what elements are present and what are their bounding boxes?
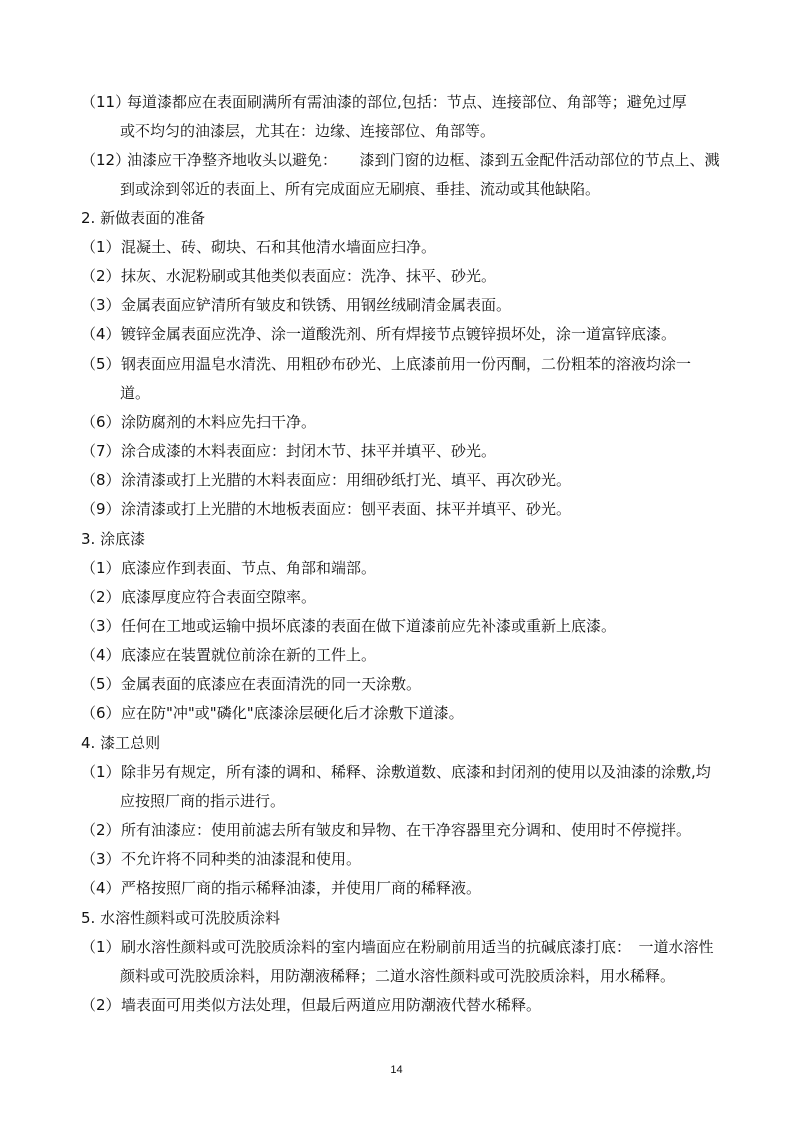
list-item bbox=[81, 295, 511, 315]
list-item-number: （1） bbox=[81, 763, 121, 781]
list-item-number: （2） bbox=[81, 267, 121, 285]
list-item-text: 涂合成漆的木料表面应：封闭木节、抹平并填平、砂光。 bbox=[121, 442, 497, 460]
list-item-text: 每道漆都应在表面刷满所有需油漆的部位,包括：节点、连接部位、角部等；避免过厚 bbox=[127, 93, 687, 111]
list-item bbox=[81, 616, 616, 636]
list-item-text: 镀锌金属表面应洗净、涂一道酸洗剂、所有焊接节点镀锌损坏处，涂一道富锌底漆。 bbox=[121, 325, 677, 343]
list-item-text: 涂清漆或打上光腊的木料表面应：用细砂纸打光、填平、再次砂光。 bbox=[121, 471, 572, 489]
list-item-text: 应在防"冲"或"磷化"底漆涂层硬化后才涂敷下道漆。 bbox=[121, 704, 464, 722]
list-item bbox=[81, 703, 464, 723]
list-item-number: （2） bbox=[81, 996, 121, 1014]
list-item-number: （4） bbox=[81, 325, 121, 343]
list-item-text: 涂防腐剂的木料应先扫干净。 bbox=[121, 413, 317, 431]
list-item bbox=[81, 878, 481, 898]
section-heading: 4. 漆工总则 bbox=[81, 734, 161, 752]
list-item bbox=[81, 324, 676, 344]
list-item-text: 底漆应在装置就位前涂在新的工件上。 bbox=[121, 646, 377, 664]
list-item-continuation: 或不均匀的油漆层，尤其在：边缘、连接部位、角部等。 bbox=[120, 122, 496, 140]
list-item-number: （4） bbox=[81, 879, 121, 897]
list-item-continuation: 颜料或可洗胶质涂料，用防潮液稀释；二道水溶性颜料或可洗胶质涂料，用水稀释。 bbox=[120, 967, 676, 985]
list-item-continuation: 道。 bbox=[120, 384, 151, 402]
list-item-number: （3） bbox=[81, 850, 121, 868]
list-item-text: 抹灰、水泥粉刷或其他类似表面应：洗净、抹平、砂光。 bbox=[121, 267, 497, 285]
list-item bbox=[81, 849, 361, 869]
list-item-text: 刷水溶性颜料或可洗胶质涂料的室内墙面应在粉刷前用适当的抗碱底漆打底： 一道水溶性 bbox=[121, 938, 714, 956]
list-item bbox=[81, 820, 691, 840]
list-item bbox=[81, 587, 316, 607]
list-item-text: 底漆厚度应符合表面空隙率。 bbox=[121, 588, 317, 606]
list-item-text: 金属表面的底漆应在表面清洗的同一天涂敷。 bbox=[121, 675, 422, 693]
list-item bbox=[81, 150, 720, 170]
list-item-continuation: 到或涂到邻近的表面上、所有完成面应无刷痕、垂挂、流动或其他缺陷。 bbox=[120, 180, 601, 198]
list-item-text: 涂清漆或打上光腊的木地板表面应：刨平表面、抹平并填平、砂光。 bbox=[121, 500, 572, 518]
list-item-number: （5） bbox=[81, 675, 121, 693]
list-item bbox=[81, 937, 714, 957]
list-item-text: 除非另有规定，所有漆的调和、稀释、涂敷道数、底漆和封闭剂的使用以及油漆的涂敷,均 bbox=[121, 763, 711, 781]
list-item-number: （1） bbox=[81, 238, 121, 256]
list-item bbox=[81, 558, 376, 578]
list-item-text: 混凝土、砖、砌块、石和其他清水墙面应扫净。 bbox=[121, 238, 437, 256]
list-item-text: 不允许将不同种类的油漆混和使用。 bbox=[121, 850, 362, 868]
list-item-continuation: 应按照厂商的指示进行。 bbox=[120, 792, 286, 810]
list-item bbox=[81, 762, 711, 782]
list-item bbox=[81, 441, 496, 461]
list-item-text: 金属表面应铲清所有皱皮和铁锈、用钢丝绒刷清金属表面。 bbox=[121, 296, 512, 314]
list-item-number: （5） bbox=[81, 355, 121, 373]
list-item bbox=[81, 92, 687, 112]
list-item-number: （3） bbox=[81, 296, 121, 314]
list-item-text: 所有油漆应：使用前滤去所有皱皮和异物、在干净容器里充分调和、使用时不停搅拌。 bbox=[121, 821, 692, 839]
list-item-number: （2） bbox=[81, 588, 121, 606]
list-item-number: （7） bbox=[81, 442, 121, 460]
list-item-number: （11） bbox=[81, 93, 131, 111]
list-item bbox=[81, 470, 571, 490]
list-item-number: （3） bbox=[81, 617, 121, 635]
list-item-number: （8） bbox=[81, 471, 121, 489]
list-item-text: 钢表面应用温皂水清洗、用粗砂布砂光、上底漆前用一份丙酮，二份粗苯的溶液均涂一 bbox=[121, 355, 692, 373]
list-item-number: （9） bbox=[81, 500, 121, 518]
list-item bbox=[81, 266, 496, 286]
list-item bbox=[81, 354, 691, 374]
list-item bbox=[81, 499, 571, 519]
list-item-text: 墙表面可用类似方法处理，但最后两道应用防潮液代替水稀释。 bbox=[121, 996, 542, 1014]
list-item-number: （6） bbox=[81, 704, 121, 722]
list-item-number: （1） bbox=[81, 938, 121, 956]
list-item-number: （6） bbox=[81, 413, 121, 431]
list-item-number: （12） bbox=[81, 151, 131, 169]
list-item-number: （1） bbox=[81, 559, 121, 577]
list-item-text: 油漆应干净整齐地收头以避免： 漆到门窗的边框、漆到五金配件活动部位的节点上、溅 bbox=[127, 151, 720, 169]
list-item-text: 严格按照厂商的指示稀释油漆，并使用厂商的稀释液。 bbox=[121, 879, 482, 897]
list-item bbox=[81, 237, 436, 257]
section-heading: 3. 涂底漆 bbox=[81, 530, 146, 548]
page-number: 14 bbox=[390, 1064, 403, 1076]
list-item-text: 底漆应作到表面、节点、角部和端部。 bbox=[121, 559, 377, 577]
list-item bbox=[81, 674, 421, 694]
list-item bbox=[81, 995, 541, 1015]
list-item bbox=[81, 645, 376, 665]
list-item-number: （4） bbox=[81, 646, 121, 664]
section-heading: 2. 新做表面的准备 bbox=[81, 209, 206, 227]
list-item-text: 任何在工地或运输中损坏底漆的表面在做下道漆前应先补漆或重新上底漆。 bbox=[121, 617, 617, 635]
section-heading: 5. 水溶性颜料或可洗胶质涂料 bbox=[81, 909, 281, 927]
list-item-number: （2） bbox=[81, 821, 121, 839]
list-item bbox=[81, 412, 316, 432]
